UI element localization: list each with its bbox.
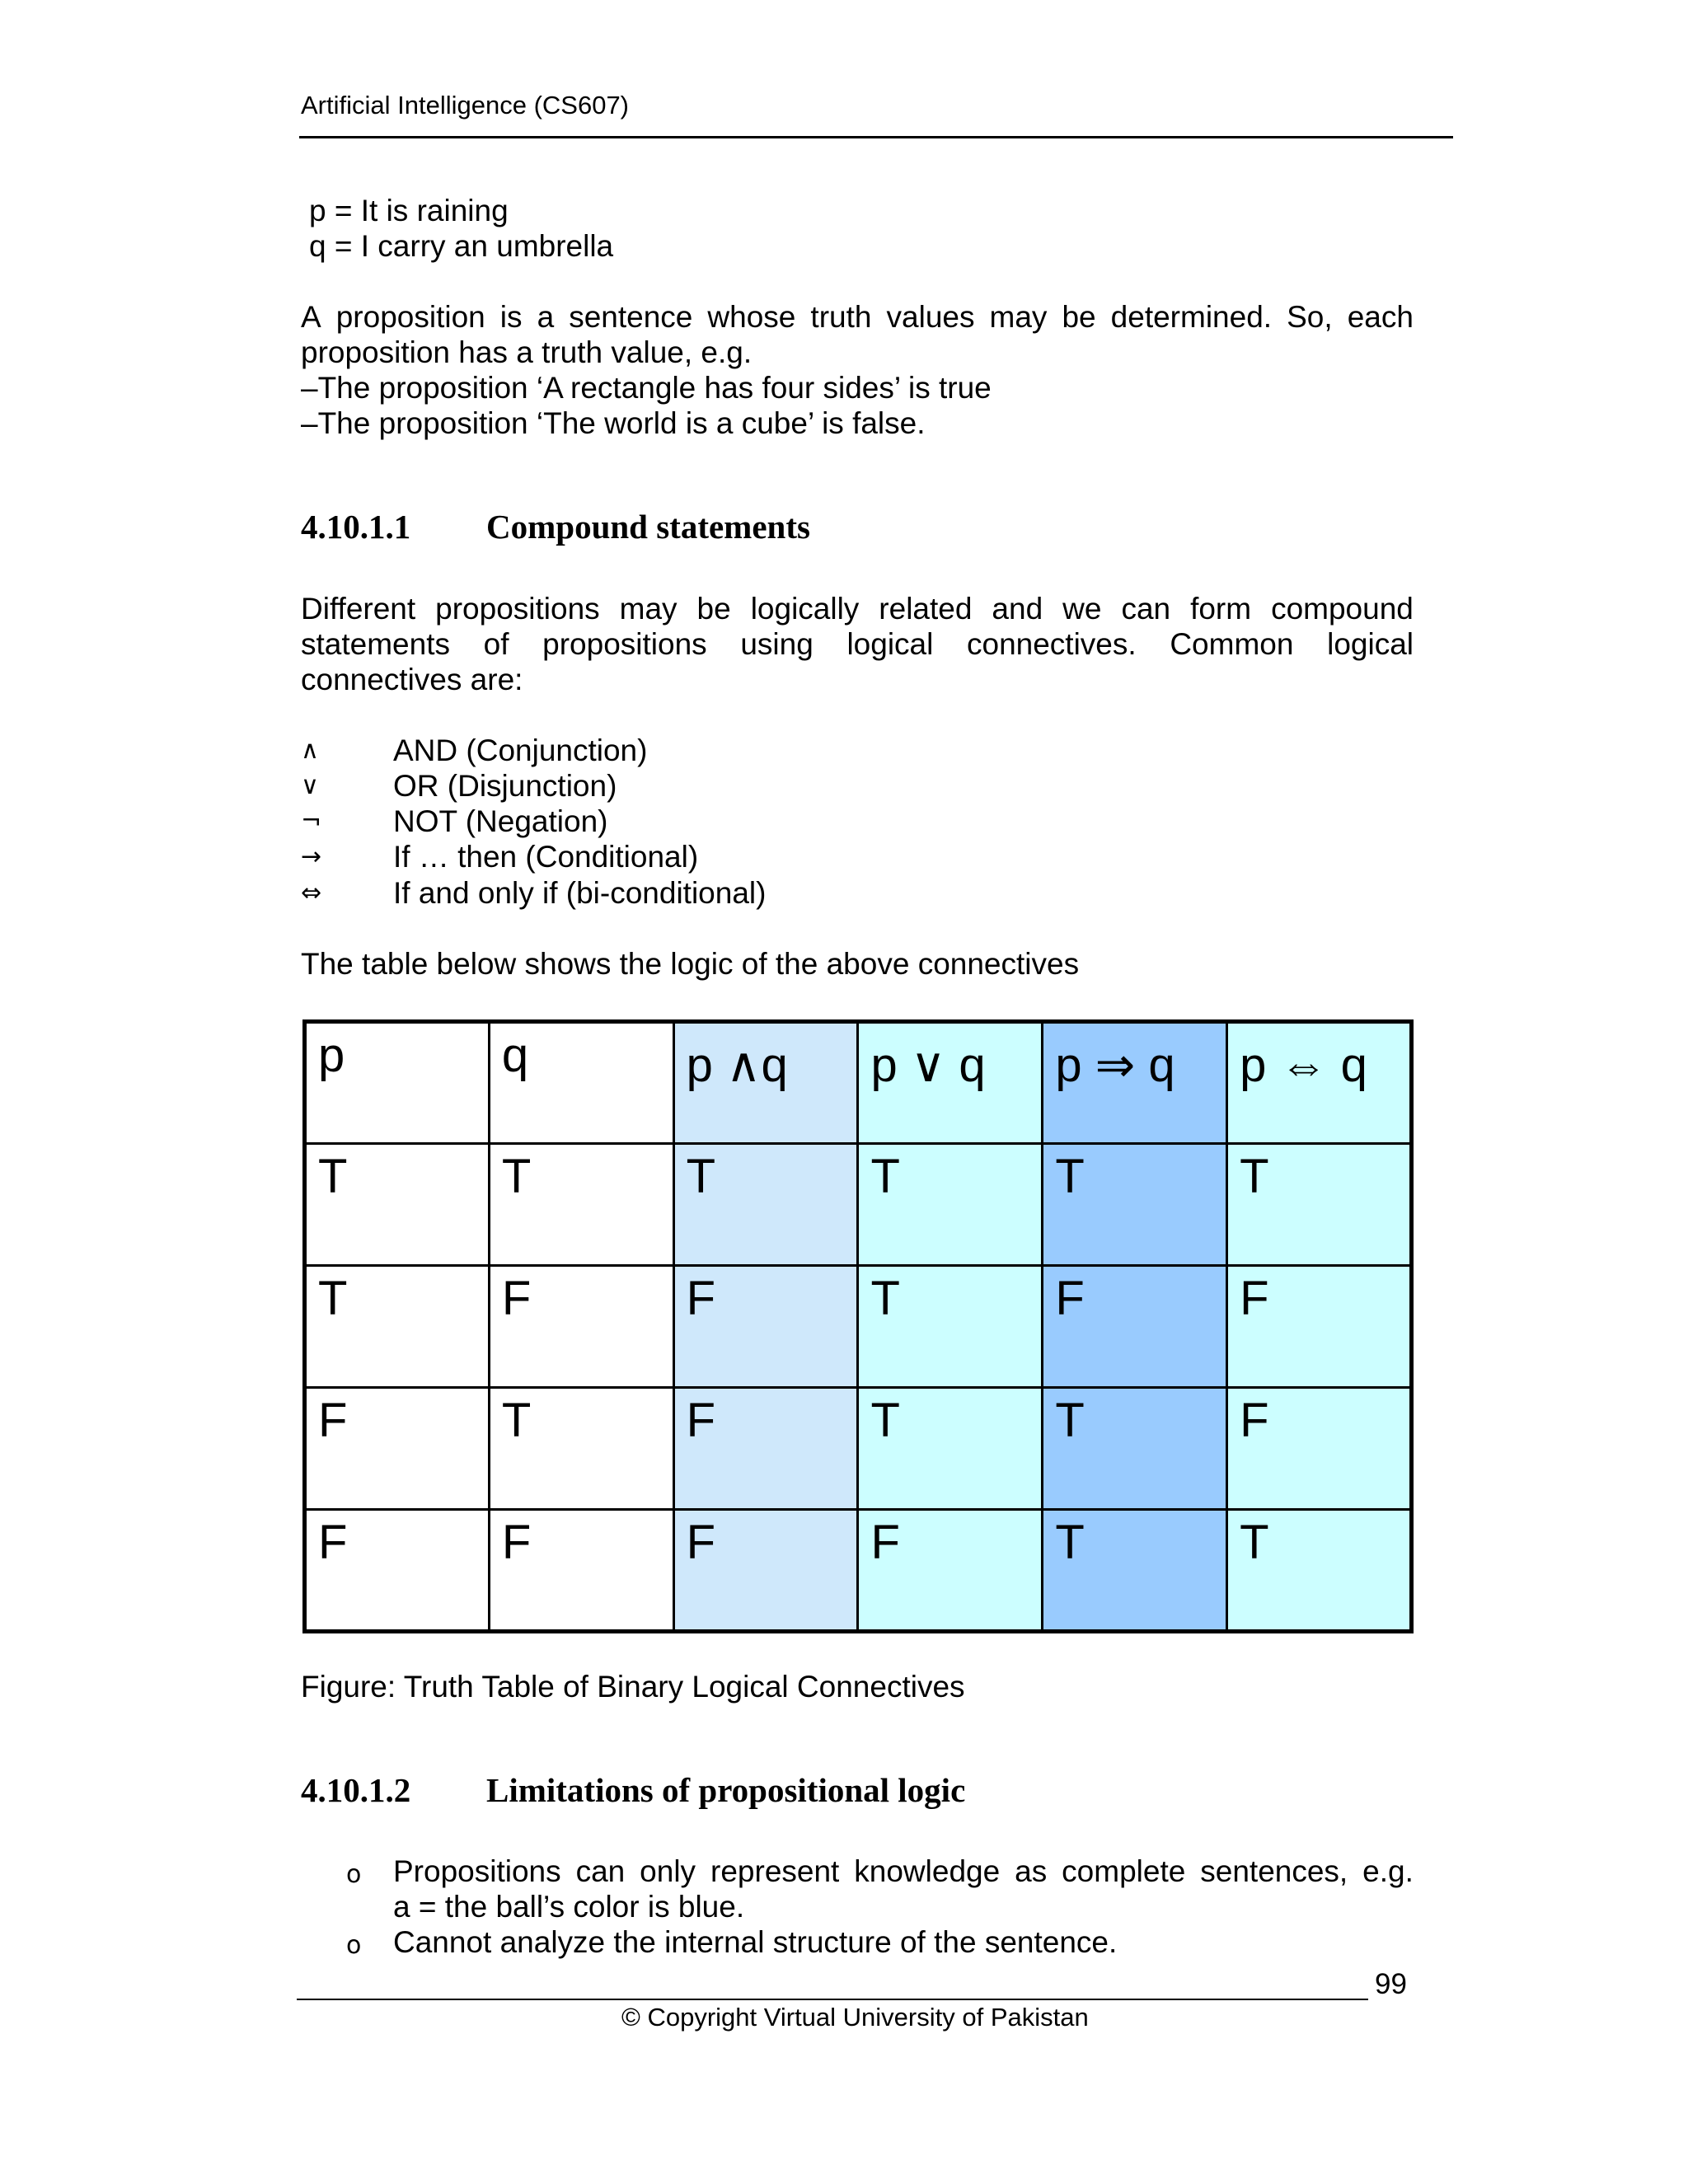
- table-cell: T: [1043, 1510, 1227, 1632]
- connective-label: AND (Conjunction): [393, 733, 648, 767]
- or-symbol-icon: ∨: [301, 771, 319, 800]
- word: as: [1015, 1854, 1048, 1888]
- limitations-list: [346, 1854, 1414, 1969]
- table-cell: T: [1043, 1144, 1227, 1266]
- word: a: [537, 300, 555, 334]
- not-symbol-icon: ¬: [301, 807, 322, 836]
- header-rule: [299, 136, 1453, 138]
- word: we: [1062, 592, 1102, 626]
- table-cell: T: [673, 1144, 858, 1266]
- table-cell: F: [1043, 1266, 1227, 1388]
- word: compound: [1271, 592, 1414, 626]
- table-cell: F: [673, 1266, 858, 1388]
- table-cell: F: [305, 1388, 490, 1510]
- table-cell: F: [858, 1510, 1043, 1632]
- word: truth: [810, 300, 872, 334]
- definition-q: q = I carry an umbrella: [309, 229, 614, 263]
- bullet-1-line-2: a = the ball’s color is blue.: [393, 1890, 745, 1924]
- header-cell: p ⇒ q: [1043, 1022, 1227, 1144]
- word: connectives.: [967, 627, 1137, 661]
- word: values: [886, 300, 975, 334]
- section-heading-limitations: [301, 1770, 1125, 1811]
- word: may: [619, 592, 678, 626]
- table-cell: T: [858, 1144, 1043, 1266]
- word: logically: [750, 592, 860, 626]
- and-symbol-icon: ∧: [301, 736, 319, 765]
- word: determined.: [1110, 300, 1273, 334]
- connective-label: If … then (Conditional): [393, 840, 699, 874]
- section-heading-compound: [301, 507, 1125, 548]
- table-cell: T: [1227, 1510, 1412, 1632]
- bullet-icon: o: [346, 1860, 362, 1889]
- table-cell: F: [673, 1388, 858, 1510]
- word: Common: [1170, 627, 1294, 661]
- table-intro: The table below shows the logic of the above connectives: [301, 947, 1080, 981]
- word: proposition: [335, 300, 485, 334]
- connective-label: OR (Disjunction): [393, 769, 617, 803]
- word: only: [640, 1854, 696, 1888]
- section-number: 4.10.1.1: [301, 508, 411, 546]
- definition-p: p = It is raining: [309, 194, 509, 227]
- table-cell: F: [489, 1266, 673, 1388]
- word: logical: [846, 627, 934, 661]
- header-cell: p ∧q: [673, 1022, 858, 1144]
- word: be: [1062, 300, 1096, 334]
- word: propositions: [542, 627, 707, 661]
- table-cell: T: [489, 1144, 673, 1266]
- word: may: [989, 300, 1048, 334]
- bullet-2-text: Cannot analyze the internal structure of the sentence.: [393, 1925, 1118, 1959]
- connective-and: [301, 733, 960, 768]
- word: form: [1190, 592, 1252, 626]
- footer-rule: [297, 1999, 1368, 2000]
- table-row: [305, 1144, 1412, 1266]
- word: related: [879, 592, 973, 626]
- word: knowledge: [854, 1854, 1001, 1888]
- word: Propositions: [393, 1854, 561, 1888]
- header-cell: p: [305, 1022, 490, 1144]
- header-cell: q: [489, 1022, 673, 1144]
- compound-line-3: connectives are:: [301, 663, 523, 696]
- intro-line-2: proposition has a truth value, e.g.: [301, 335, 753, 369]
- connective-or: [301, 768, 960, 804]
- word: A: [301, 300, 321, 334]
- word: and: [992, 592, 1043, 626]
- word: statements: [301, 627, 450, 661]
- word: represent: [710, 1854, 840, 1888]
- word: whose: [707, 300, 796, 334]
- compound-line-2: [301, 626, 1414, 662]
- bullet-icon: o: [346, 1931, 362, 1960]
- word: of: [483, 627, 509, 661]
- table-cell: T: [858, 1266, 1043, 1388]
- intro-line-4: –The proposition ‘The world is a cube’ is false.: [301, 406, 926, 440]
- table-cell: T: [1227, 1144, 1412, 1266]
- word: So,: [1287, 300, 1333, 334]
- table-header-row: [305, 1022, 1412, 1144]
- section-title: Compound statements: [486, 508, 810, 546]
- double-arrow-symbol-icon: ⇔: [301, 879, 322, 907]
- connective-label: NOT (Negation): [393, 804, 608, 838]
- running-header: Artificial Intelligence (CS607): [301, 91, 630, 120]
- table-cell: T: [305, 1144, 490, 1266]
- table-cell: F: [1227, 1266, 1412, 1388]
- section-title: Limitations of propositional logic: [486, 1771, 966, 1809]
- table-cell: T: [489, 1388, 673, 1510]
- table-cell: T: [1043, 1388, 1227, 1510]
- figure-caption: Figure: Truth Table of Binary Logical Connectives: [301, 1670, 965, 1704]
- truth-table: [302, 1019, 1414, 1631]
- table-row: [305, 1388, 1412, 1510]
- header-cell: p ∨ q: [858, 1022, 1043, 1144]
- word: sentences,: [1200, 1854, 1348, 1888]
- word: can: [1121, 592, 1171, 626]
- table-row: [305, 1266, 1412, 1388]
- word: using: [740, 627, 814, 661]
- arrow-symbol-icon: →: [301, 842, 322, 871]
- word: Different: [301, 592, 416, 626]
- header-cell: p ⇔ q: [1227, 1022, 1412, 1144]
- compound-line-1: [301, 591, 1414, 626]
- word: propositions: [435, 592, 600, 626]
- table-cell: T: [858, 1388, 1043, 1510]
- list-item: [346, 1854, 1414, 1924]
- table-row: [305, 1510, 1412, 1632]
- truth-table-grid: [302, 1019, 1414, 1633]
- bullet-1-line-1: [393, 1854, 1414, 1889]
- table-cell: F: [1227, 1388, 1412, 1510]
- page-number: 99: [1375, 1968, 1407, 2000]
- word: logical: [1327, 627, 1414, 661]
- word: can: [575, 1854, 626, 1888]
- intro-line-3: –The proposition ‘A rectangle has four sides’ is true: [301, 371, 992, 405]
- table-cell: F: [673, 1510, 858, 1632]
- connective-conditional: [301, 839, 960, 874]
- connective-label: If and only if (bi-conditional): [393, 876, 767, 910]
- copyright-notice: © Copyright Virtual University of Pakistan: [621, 2003, 1089, 2032]
- intro-paragraph: [301, 299, 1414, 441]
- connective-biconditional: [301, 875, 960, 911]
- intro-line-1: [301, 299, 1414, 335]
- word: is: [499, 300, 523, 334]
- word: each: [1347, 300, 1414, 334]
- word: e.g.: [1362, 1854, 1414, 1888]
- word: be: [696, 592, 731, 626]
- word: complete: [1062, 1854, 1186, 1888]
- table-cell: F: [305, 1510, 490, 1632]
- table-cell: F: [489, 1510, 673, 1632]
- connective-not: [301, 804, 960, 839]
- word: sentence: [569, 300, 693, 334]
- table-cell: T: [305, 1266, 490, 1388]
- compound-paragraph: [301, 591, 1414, 697]
- section-number: 4.10.1.2: [301, 1771, 411, 1809]
- list-item: [346, 1924, 1414, 1960]
